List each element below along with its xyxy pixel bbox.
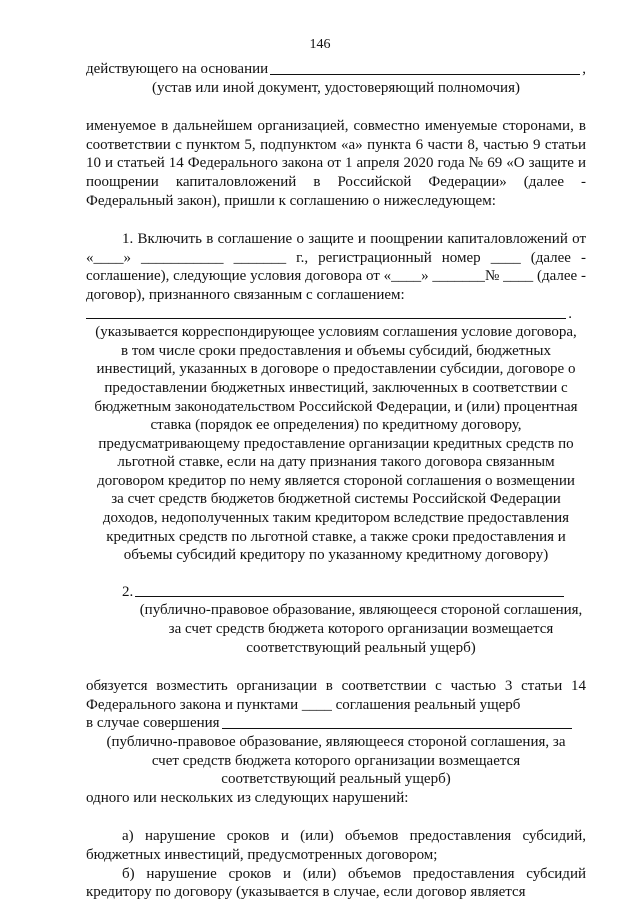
case-blank (222, 728, 572, 729)
item-1-text: 1. Включить в соглашение о защите и поощрении капиталовложений от «____» ___________ _______ г., регистрационный номер ____ (далее - соглашение), следующие условия договора от «____» _______№ ____ (далее - договор), признанного связанным с соглашением: (86, 231, 586, 303)
caption-basis: (устав или иной документ, удостоверяющий полномочия) (152, 79, 520, 96)
basis-line-suffix: , (582, 61, 586, 77)
basis-line-prefix: действующего на основании (86, 61, 269, 77)
paragraph-obliges: обязуется возместить организации в соответствии с частью 3 статьи 14 Федерального закона и пунктами ____ соглашения реальный ущерб (86, 678, 586, 713)
basis-line (86, 60, 586, 79)
case-line (86, 714, 586, 733)
page-number: 146 (309, 37, 331, 52)
basis-blank (270, 74, 580, 75)
item-b: б) нарушение сроков и (или) объемов предоставления субсидий кредитору по договору (указывается в случае, если договор является (86, 865, 586, 901)
item-1-rule-end: . (568, 305, 572, 322)
document-body (86, 60, 586, 902)
item-2-line (86, 583, 586, 602)
item-1-rule (86, 305, 586, 324)
caption-item-2: (публично-правовое образование, являющееся стороной соглашения, за счет средств бюджета которого организации возмещается соответствующий реальный ущерб) (139, 602, 583, 656)
item-1-blank (86, 318, 566, 319)
caption-case: (публично-правовое образование, являющееся стороной соглашения, за счет средств бюджета которого организации возмещается соответствующий реальный ущерб) (106, 734, 566, 788)
case-line-prefix: в случае совершения (86, 715, 220, 732)
paragraph-violations: одного или нескольких из следующих нарушений: (86, 789, 409, 806)
item-a: а) нарушение сроков и (или) объемов предоставления субсидий, бюджетных инвестиций, предусмотренных договором; (86, 828, 586, 863)
item-2-blank (135, 596, 564, 597)
paragraph-intro: именуемое в дальнейшем организацией, совместно именуемые сторонами, в соответствии с пунктом 5, подпунктом «а» пункта 6 части 8, частью 9 статьи 10 и статьей 14 Федерального закона от 1 апреля 2020 года № 69 «О защите и поощрении капиталовложений в Российской Федерации» (далее - Федеральный закон), пришли к соглашению о нижеследующем: (86, 118, 586, 209)
caption-item-1: (указывается корреспондирующее условиям соглашения условие договора, в том числе сроки предоставления и объемы субсидий, бюджетных инвестиций, указанных в договоре о предоставлении субсидии, договоре о предоставлении бюджетных инвестиций, заключенных в соответствии с бюджетным законодательством Российской Федерации, и (или) процентная ставка (порядок ее определения) по кредитному договору, предусматривающему предоставление организации кредитных средств по льготной ставке, если на дату признания такого договора связанным договором кредитор по нему является стороной соглашения о возмещении за счет средств бюджетов бюджетной системы Российской Федерации доходов, недополученных таким кредитором вследствие предоставления кредитных средств по льготной ставке, а также сроки предоставления и объемы субсидий кредитору по указанному кредитному договору) (94, 324, 578, 564)
item-2-label: 2. (122, 583, 134, 600)
